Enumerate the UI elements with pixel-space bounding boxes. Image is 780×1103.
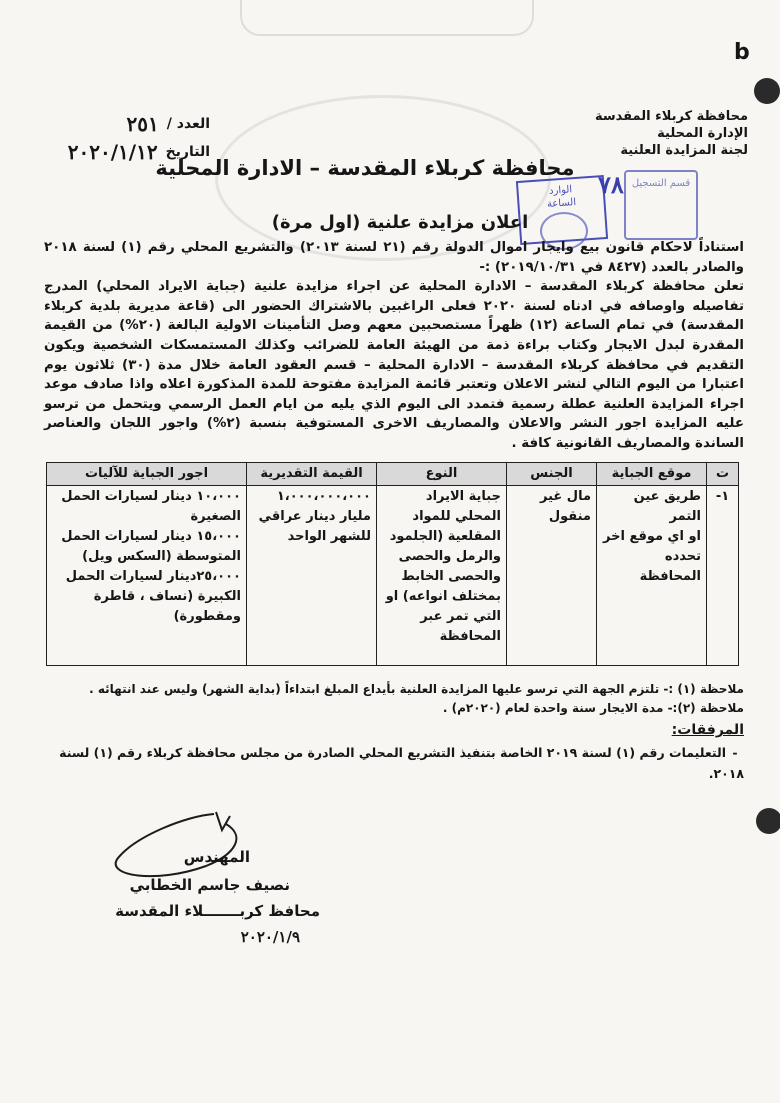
margin-mark: b xyxy=(734,40,750,65)
signatory-name: نصيف جاسم الخطابي xyxy=(129,876,290,894)
cell-kind: مال غير منقول xyxy=(507,486,597,666)
seal-line-1: قسم التسجيل xyxy=(631,178,691,189)
issuer-line-3: لجنة المزايدة العلنية xyxy=(620,143,748,158)
col-header-fees: اجور الجباية للآليات xyxy=(47,463,247,486)
ref-date-value: ٢٠٢٠/١/١٢ xyxy=(67,140,158,164)
announcement-body xyxy=(44,238,744,454)
main-title: محافظة كربلاء المقدسة – الادارة المحلية xyxy=(155,156,575,180)
body-paragraph-2: تعلن محافظة كربلاء المقدسة – الادارة المحلية عن اجراء مزايدة علنية (جباية الايراد المحلي) المدرج تفاصيله واوصافه في ادناه لسنة ٢٠٢٠ فعلى الراغبين بالاشتراك الحضور الى (قاعة مديرية بلدية كربلاء المقدسة) في تمام الساعة (١٢) ظهراً مستصحبين معهم وصل التأمينات الاولية البالغة (٢٠%) من القيمة المقدرة لبدل الايجار وكتاب براءة ذمة من الهيئة العامة للضرائب وكذلك المستمسكات الشخصية ويكون التقديم في محافظة كربلاء المقدسة – الادارة المحلية – قسم العقود العامة خلال مدة (٣٠) ثلاثون يوم اعتبارا من اليوم التالي لنشر الاعلان وتعتبر قائمة المزايدة مفتوحة للمدة المذكورة اعلاه واذا صادف موعد اجراء المزايدة العلنية عطلة رسمية فتمدد الى اليوم الذي يليه من ايام العمل الرسمي ويتحمل من ترسو عليه المزايدة اجور النشر والاعلان والمصاريف الاخرى المستوفية بنسبة (٢%) واجور اللجان والعناصر الساندة والمصاريف القانونية كافة . xyxy=(44,279,744,451)
list-dash-icon: - xyxy=(732,745,738,760)
table-header-row xyxy=(47,463,739,486)
col-header-type: النوع xyxy=(377,463,507,486)
cell-index: ١- xyxy=(707,486,739,666)
faded-stamp-top xyxy=(240,0,534,36)
attachment-item xyxy=(44,742,744,784)
body-paragraph-1: استناداً لاحكام قانون بيع وايجار اموال الدولة رقم (٢١ لسنة ٢٠١٣) والتشريع المحلي رقم (١) لسنة ٢٠١٨ والصادر بالعدد (٨٤٢٧ في ٢٠١٩/١٠/٣١) :- xyxy=(44,240,744,275)
col-header-kind: الجنس xyxy=(507,463,597,486)
received-stamp-line-1: الوارد xyxy=(548,184,573,197)
table-row xyxy=(47,486,739,666)
announcement-title: اعلان مزايدة علنية (اول مرة) xyxy=(271,212,529,233)
signatory-position: محافظ كربـــــــلاء المقدسة xyxy=(115,902,320,920)
auction-table xyxy=(46,462,739,666)
received-number: ٧٨ xyxy=(598,170,624,199)
cell-location: طريق عين التمر او اي موقع اخر تحدده المحافظة xyxy=(597,486,707,666)
seal-stamp xyxy=(624,170,698,240)
col-header-value: القيمة التقديرية xyxy=(247,463,377,486)
note-2: ملاحظة (٢):- مدة الايجار سنة واحدة لعام (٢٠٢٠م) . xyxy=(442,701,744,715)
cell-value: ١،٠٠٠،٠٠٠،٠٠٠ مليار دينار عراقي للشهر الواحد xyxy=(247,486,377,666)
signature-date: ٢٠٢٠/١/٩ xyxy=(240,928,300,946)
punch-hole-top xyxy=(754,78,780,104)
attachments-title: المرفقات: xyxy=(671,722,744,738)
ref-date-label: التاريخ xyxy=(165,144,210,160)
ref-number-value: ٢٥١ xyxy=(126,112,159,136)
col-header-index: ت xyxy=(707,463,739,486)
ref-number-label: العدد / xyxy=(166,116,210,132)
cell-type: جباية الايراد المحلي للمواد المقلعية (الجلمود والرمل والحصى والحصى الخابط بمختلف انواعه) او التي تمر عبر المحافظة xyxy=(377,486,507,666)
signatory-title: المهندس xyxy=(183,848,250,866)
ref-number-row xyxy=(40,110,210,138)
received-stamp-line-2: الساعة xyxy=(546,197,577,211)
issuer-line-1: محافظة كربلاء المقدسة xyxy=(594,109,748,124)
note-1: ملاحظة (١) :- تلتزم الجهة التي ترسو عليها المزايدة العلنية بأيداع المبلغ ابتداءاً (بداية الشهر) وليس عند انتهائه . xyxy=(89,682,744,696)
cell-fees: ١٠،٠٠٠ دينار لسيارات الحمل الصغيرة ١٥،٠٠٠ دينار لسيارات الحمل المتوسطة (السكس ويل) ٢٥،٠٠٠دينار لسيارات الحمل الكبيرة (نساف ، قاطرة ومقطورة) xyxy=(47,486,247,666)
notes-block xyxy=(44,680,744,718)
issuer-block xyxy=(563,108,748,159)
issuer-line-2: الإدارة المحلية xyxy=(657,126,748,141)
col-header-location: موقع الجباية xyxy=(597,463,707,486)
attachment-text: التعليمات رقم (١) لسنة ٢٠١٩ الخاصة بتنفيذ التشريع المحلي الصادرة من مجلس محافظة كربلاء رقم (١) لسنة ٢٠١٨. xyxy=(59,745,744,781)
punch-hole-bottom xyxy=(756,808,780,834)
